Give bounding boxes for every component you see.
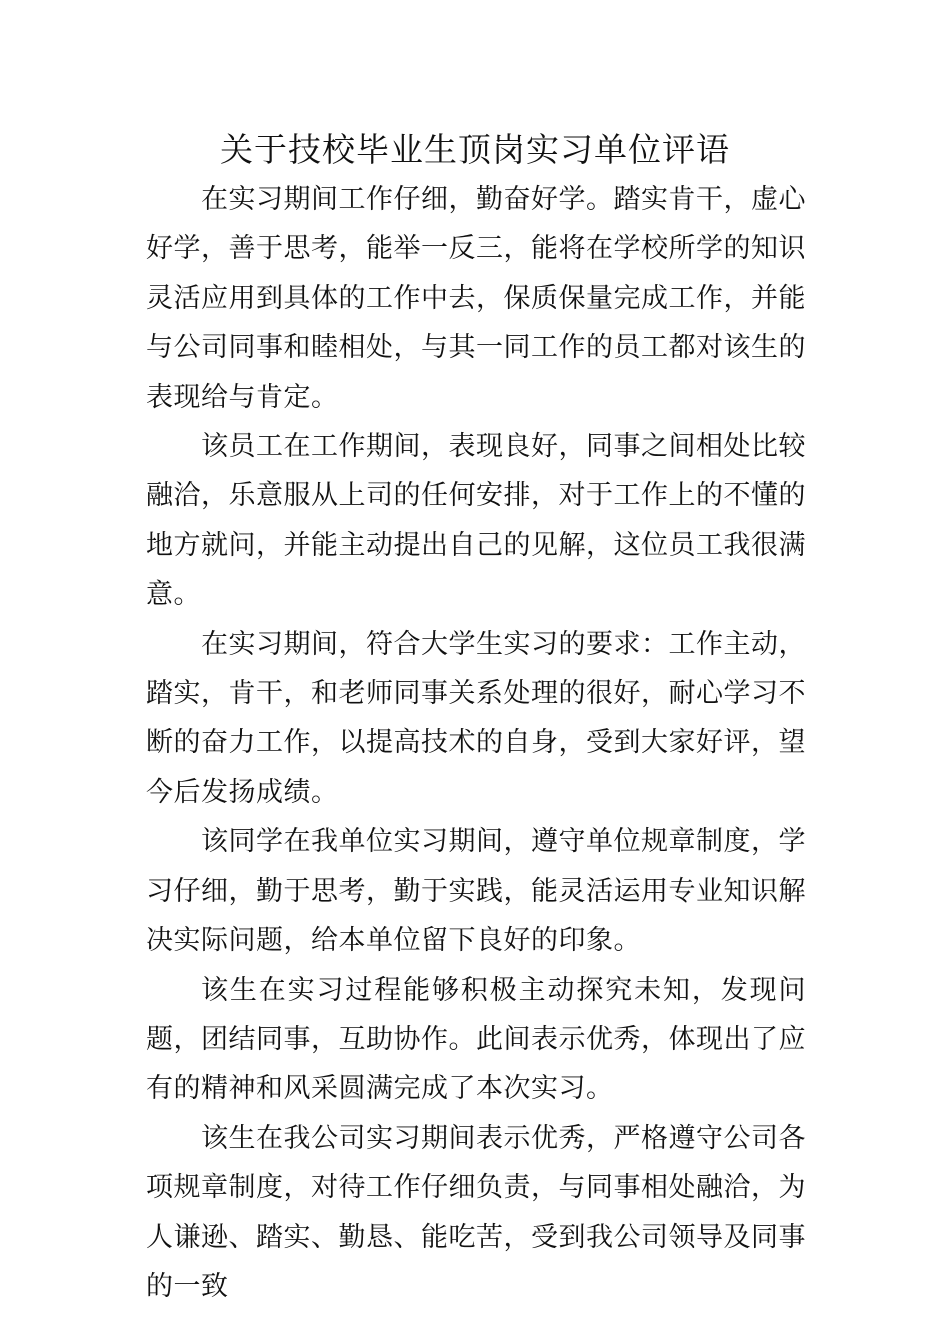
paragraph-6: 该生在我公司实习期间表示优秀，严格遵守公司各项规章制度，对待工作仔细负责，与同事相处融洽，为人谦逊、踏实、勤恳、能吃苦，受到我公司领导及同事的一致 [146, 1122, 806, 1302]
paragraph-4: 该同学在我单位实习期间，遵守单位规章制度，学习仔细，勤于思考，勤于实践，能灵活运用专业知识解决实际问题，给本单位留下良好的印象。 [146, 826, 806, 957]
paragraph-1: 在实习期间工作仔细，勤奋好学。踏实肯干，虚心好学，善于思考，能举一反三，能将在学校所学的知识灵活应用到具体的工作中去，保质保量完成工作，并能与公司同事和睦相处，与其一同工作的员工都对该生的表现给与肯定。 [146, 184, 806, 413]
document-title: 关于技校毕业生顶岗实习单位评语 [220, 130, 730, 169]
paragraph-2: 该员工在工作期间，表现良好，同事之间相处比较融洽，乐意服从上司的任何安排，对于工作上的不懂的地方就问，并能主动提出自己的见解，这位员工我很满意。 [146, 431, 806, 611]
paragraph-5: 该生在实习过程能够积极主动探究未知，发现问题，团结同事，互助协作。此间表示优秀，体现出了应有的精神和风采圆满完成了本次实习。 [146, 974, 806, 1105]
paragraph-3: 在实习期间，符合大学生实习的要求：工作主动，踏实，肯干，和老师同事关系处理的很好，耐心学习不断的奋力工作，以提高技术的自身，受到大家好评，望今后发扬成绩。 [146, 628, 806, 808]
document-body [146, 175, 806, 1311]
